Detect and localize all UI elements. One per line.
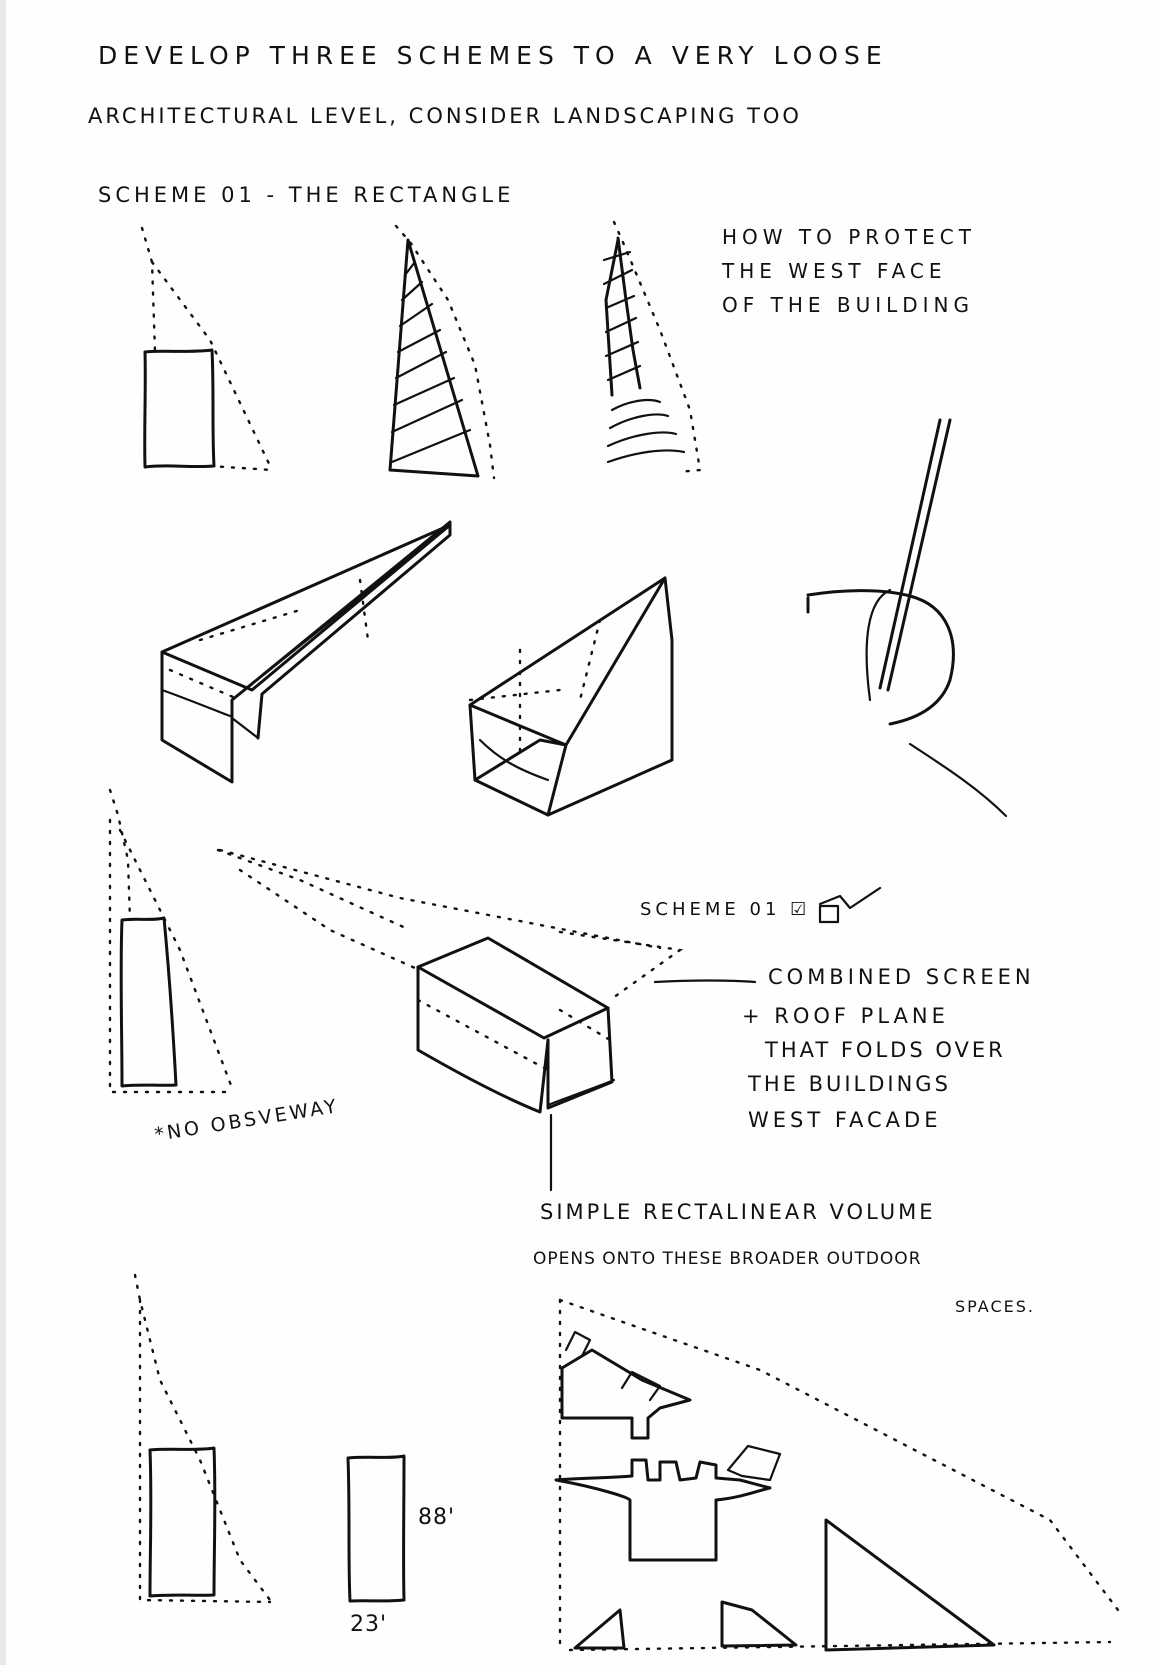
plan-study-3 [604, 222, 700, 472]
scheme-title: SCHEME 01 - THE RECTANGLE [98, 183, 515, 207]
section-diagram [808, 420, 1006, 816]
landscape-plan [556, 1297, 1118, 1650]
perspective-wedge-2 [470, 578, 672, 815]
dimension-plan [348, 1456, 404, 1601]
plan-study-1 [142, 228, 272, 470]
plan-study-4 [110, 790, 232, 1092]
question-line-2: THE WEST FACE [722, 259, 947, 283]
note-screen-line-5: WEST FACADE [748, 1108, 942, 1132]
note-volume-line-2: OPENS ONTO THESE BROADER OUTDOOR [533, 1249, 922, 1269]
plan-study-5 [135, 1275, 270, 1602]
scheme-check-label: SCHEME 01 ☑ [640, 899, 811, 920]
perspective-wedge-1 [162, 522, 450, 782]
scheme-01-massing [218, 850, 880, 1190]
heading-line-2: ARCHITECTURAL LEVEL, CONSIDER LANDSCAPING TOO [88, 104, 802, 128]
note-entry: *NO OBSVEWAY [153, 1095, 341, 1146]
note-volume-line-1: SIMPLE RECTALINEAR VOLUME [540, 1200, 936, 1224]
note-screen-line-3: THAT FOLDS OVER [765, 1038, 1006, 1062]
dimension-length: 88' [418, 1505, 456, 1530]
note-screen-line-2: + ROOF PLANE [742, 1004, 949, 1028]
dimension-width: 23' [350, 1612, 388, 1637]
question-line-1: HOW TO PROTECT [722, 225, 976, 249]
note-volume-line-3: SPACES. [955, 1297, 1035, 1316]
note-screen-line-4: THE BUILDINGS [748, 1072, 951, 1096]
plan-study-2 [390, 226, 494, 478]
note-screen-line-1: COMBINED SCREEN [768, 965, 1035, 989]
question-line-3: OF THE BUILDING [722, 293, 975, 317]
heading-line-1: DEVELOP THREE SCHEMES TO A VERY LOOSE [98, 41, 888, 70]
